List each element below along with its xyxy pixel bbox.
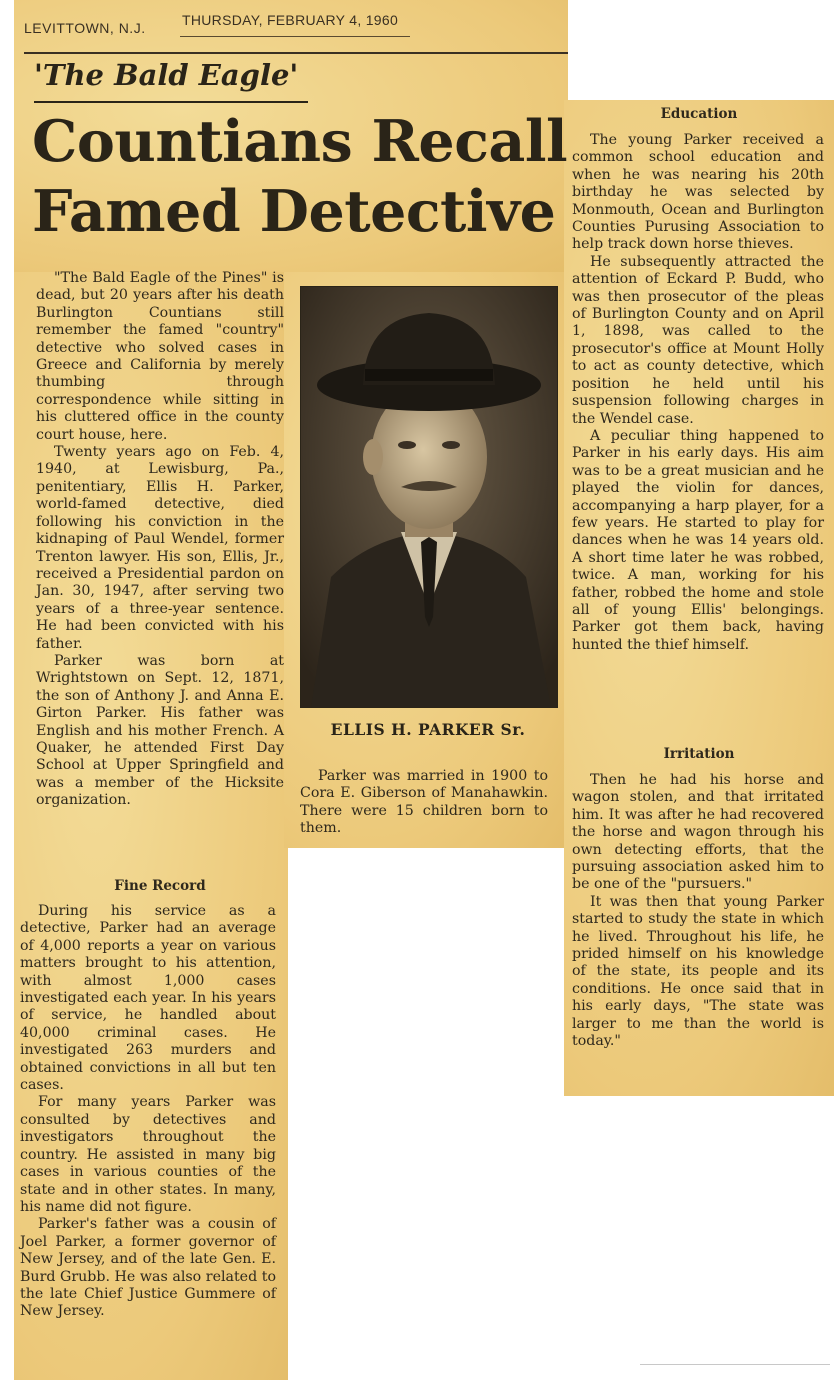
paragraph: Parker was born at Wrightstown on Sept. 12, 1871, the son of Anthony J. and Anna E. Girton Parker. His father was English and his mother French. A Quaker, he attended First Day School at Upper Springfield and was a member of the Hicksite organization. <box>36 652 284 809</box>
paragraph: "The Bald Eagle of the Pines" is dead, but 20 years after his death Burlington Countians still remember the famed "country" detective who solved cases in Greece and California by merely thumbing through correspondence while sitting in his cluttered office in the county court house, here. <box>36 270 284 443</box>
paragraph: During his service as a detective, Parker had an average of 4,000 reports a year on various matters brought to his attention, with almost 1,000 cases investigated each year. In his years of service, he handled about 40,000 criminal cases. He investigated 263 murders and obtained convictions in all but ten cases. <box>20 903 276 1094</box>
masthead-date: THURSDAY, FEBRUARY 4, 1960 <box>182 12 399 28</box>
subhead-fine-record: Fine Record <box>114 878 206 894</box>
divider-line <box>640 1364 830 1365</box>
kicker-underline <box>34 101 308 103</box>
headline-line-2: Famed Detective <box>32 178 556 245</box>
paragraph: It was then that young Parker started to study the state in which he lived. Throughout his life, he prided himself on his knowledge of the state, its people and its conditions. He once said that in his early days, "The state was larger to me than the world is today." <box>572 893 824 1050</box>
article-column-right-continued <box>572 772 824 1051</box>
kicker: 'The Bald Eagle' <box>34 58 299 92</box>
paragraph: The young Parker received a common school education and when he was nearing his 20th birthday he was selected by Monmouth, Ocean and Burlington Counties Purusing Association to help track down horse thieves. <box>572 132 824 253</box>
subhead-education: Education <box>660 106 738 122</box>
subhead-irritation: Irritation <box>663 746 735 762</box>
paragraph: A peculiar thing happened to Parker in his early days. His aim was to be a great musician and he played the violin for dances, accompanying a harp player, for a few years. He started to play for dances when he was 14 years old. A short time later he was robbed, twice. A man, working for his father, robbed the home and stole all of young Ellis' belongings. Parker got them back, having hunted the thief himself. <box>572 427 824 653</box>
article-column-1-continued <box>20 903 276 1321</box>
paragraph: For many years Parker was consulted by detectives and investigators throughout the country. He assisted in many big cases in various counties of the state and in other states. In many, his name did not figure. <box>20 1094 276 1215</box>
portrait-photo <box>300 286 558 708</box>
masthead-rule-top <box>180 36 410 37</box>
masthead-rule <box>24 52 568 54</box>
paragraph: Then he had his horse and wagon stolen, and that irritated him. It was after he had recovered the horse and wagon through his own detecting efforts, that the pursuing association asked him to be one of the "pursuers." <box>572 772 824 893</box>
paragraph-under-photo <box>300 768 548 838</box>
masthead-location: LEVITTOWN, N.J. <box>24 20 146 36</box>
article-column-right <box>572 132 824 654</box>
portrait-illustration <box>301 287 557 707</box>
paragraph: Parker's father was a cousin of Joel Parker, a former governor of New Jersey, and of the late Gen. E. Burd Grubb. He was also related to the late Chief Justice Gummere of New Jersey. <box>20 1216 276 1320</box>
photo-caption: ELLIS H. PARKER Sr. <box>330 720 526 739</box>
article-column-1 <box>36 270 284 810</box>
paragraph: Twenty years ago on Feb. 4, 1940, at Lewisburg, Pa., penitentiary, Ellis H. Parker, world-famed detective, died following his conviction in the kidnaping of Paul Wendel, former Trenton lawyer. His son, Ellis, Jr., received a Presidential pardon on Jan. 30, 1947, after serving two years of a three-year sentence. He had been convicted with his father. <box>36 444 284 652</box>
headline-line-1: Countians Recall <box>32 108 568 175</box>
paragraph: Parker was married in 1900 to Cora E. Giberson of Manahawkin. There were 15 children born to them. <box>300 768 548 837</box>
paragraph: He subsequently attracted the attention of Eckard P. Budd, who was then prosecutor of the pleas of Burlington County and on April 1, 1898, was called to the prosecutor's office at Mount Holly to act as county detective, which position he held until his suspension following charges in the Wendel case. <box>572 253 824 427</box>
